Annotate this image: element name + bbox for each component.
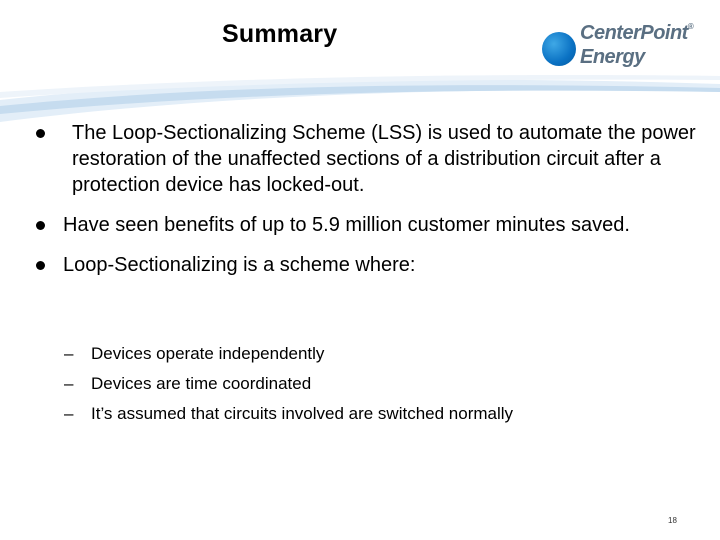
sub-bullet-text: Devices operate independently (91, 344, 325, 363)
bullet-item (36, 120, 696, 198)
sub-bullet-item (64, 404, 684, 424)
sub-bullet-item (64, 374, 684, 394)
centerpoint-energy-logo (540, 20, 694, 78)
dash-marker: – (64, 374, 74, 393)
globe-logo-icon (542, 32, 576, 66)
bullet-list (36, 120, 696, 292)
sub-bullet-list (64, 344, 684, 434)
bullet-dot-icon (36, 221, 45, 230)
sub-bullet-text: Devices are time coordinated (91, 374, 312, 393)
logo-line2: Energy (580, 46, 645, 68)
slide-title: Summary (222, 20, 338, 48)
dash-marker: – (64, 344, 74, 363)
bullet-text: Have seen benefits of up to 5.9 million customer minutes saved. (63, 214, 630, 236)
bullet-dot-icon (36, 261, 45, 270)
sub-bullet-text: It’s assumed that circuits involved are switched normally (91, 404, 514, 423)
logo-trademark: ® (687, 22, 694, 31)
sub-bullet-item (64, 344, 684, 364)
bullet-item (36, 212, 696, 238)
bullet-item (36, 252, 696, 278)
page-number: 18 (668, 516, 677, 525)
bullet-dot-icon (36, 129, 45, 138)
bullet-text: The Loop-Sectionalizing Scheme (LSS) is used to automate the power restoration of the unaffected sections of a distribution circuit after a protection device has locked-out. (72, 122, 696, 196)
bullet-text: Loop-Sectionalizing is a scheme where: (63, 254, 416, 276)
logo-line1: CenterPoint (580, 22, 688, 44)
dash-marker: – (64, 404, 74, 423)
